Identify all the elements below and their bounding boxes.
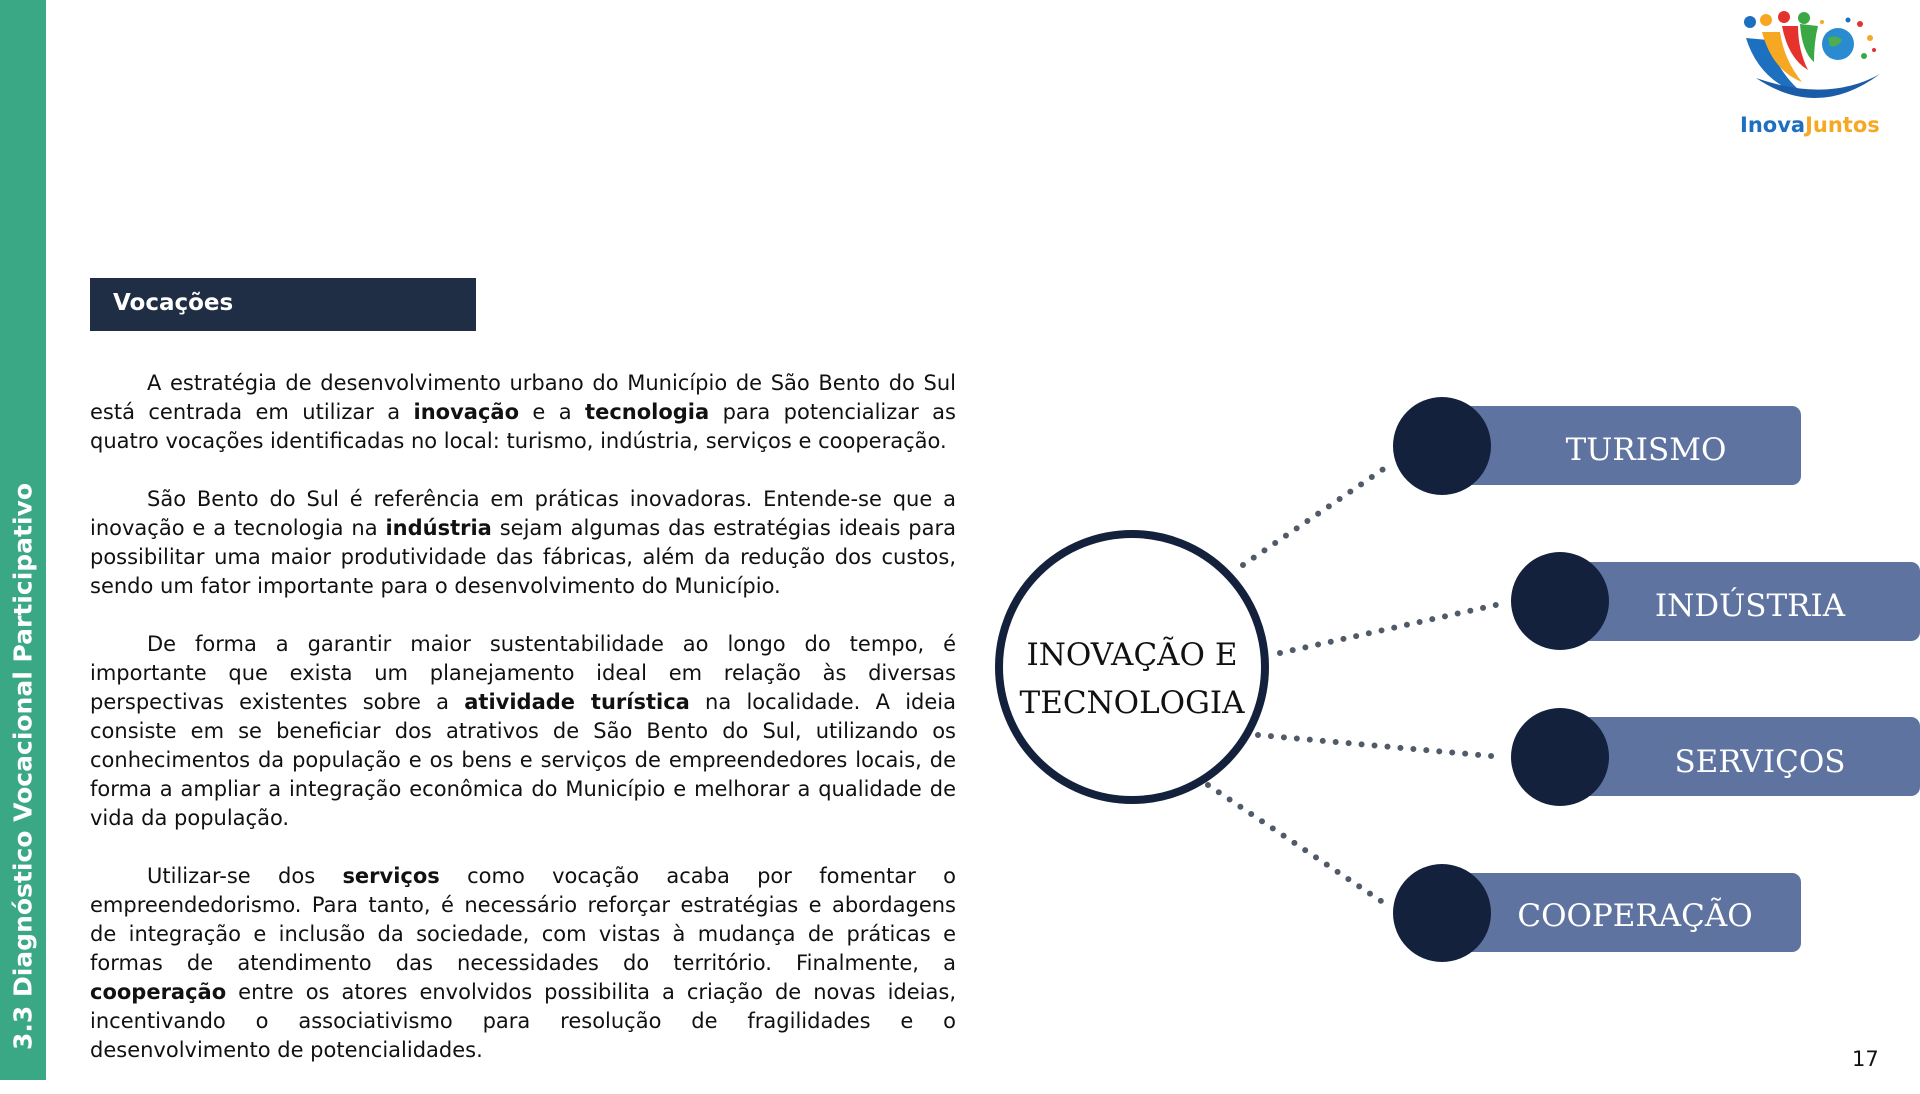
connector-industria xyxy=(1280,603,1505,653)
sidebar-band xyxy=(0,0,46,1080)
text-run: São Bento do Sul é referência em práticas inovadoras. Entende-se que a inovação e a tecnologia na xyxy=(90,487,956,540)
highlighted-term: cooperação xyxy=(90,980,227,1004)
highlighted-term: serviços xyxy=(342,864,440,888)
connector-cooperacao xyxy=(1208,785,1390,907)
highlighted-term: inovação xyxy=(413,400,520,424)
text-run: Utilizar-se dos xyxy=(147,864,343,888)
text-run: na localidade. A ideia consiste em se beneficiar dos atrativos de São Bento do Sul, utilizando os conhecimentos da população e os bens e serviços de empreendedores locais, de forma a ampliar a integração econômica do Município e melhorar a qualidade de vida da população. xyxy=(90,690,956,830)
vocation-label-cooperacao: COOPERAÇÃO xyxy=(1517,898,1753,934)
text-run: entre os atores envolvidos possibilita a criação de novas ideias, incentivando o associativismo para resolução de fragilidades e o desenvolvimento de potencialidades. xyxy=(90,980,956,1062)
center-line-1: INOVAÇÃO E xyxy=(1026,637,1238,673)
page-number: 17 xyxy=(1852,1047,1879,1071)
vocation-label-industria: INDÚSTRIA xyxy=(1654,588,1846,624)
section-header xyxy=(90,278,476,331)
text-run: De forma a garantir maior sustentabilidade ao longo do tempo, é importante que exista um planejamento ideal em relação às diversas perspectivas existentes sobre a xyxy=(90,632,956,714)
body-paragraph xyxy=(90,485,956,601)
text-run: A estratégia de desenvolvimento urbano do Município de São Bento do Sul está centrada em utilizar a xyxy=(90,371,956,424)
vocations-diagram xyxy=(980,380,1920,980)
vocation-node xyxy=(1511,552,1609,650)
center-line-2: TECNOLOGIA xyxy=(1019,685,1245,721)
connector-turismo xyxy=(1243,468,1385,565)
logo-wordmark: InovaJuntos xyxy=(1740,113,1880,137)
inovajuntos-logo xyxy=(1738,8,1888,138)
vocation-node xyxy=(1511,708,1609,806)
vocation-turismo xyxy=(1393,397,1801,495)
text-run: como vocação acaba por fomentar o empreendedorismo. Para tanto, é necessário reforçar estratégias e abordagens de integração e inclusão da sociedade, com vistas à mudança de práticas e formas de atendimento das necessidades do território. Finalmente, a xyxy=(90,864,957,975)
text-run: para potencializar as quatro vocações identificadas no local: turismo, indústria, serviços e cooperação. xyxy=(90,400,956,453)
vocation-servicos xyxy=(1511,708,1920,806)
text-run: sejam algumas das estratégias ideais para possibilitar uma maior produtividade das fábricas, além da redução dos custos, sendo um fator importante para o desenvolvimento do Município. xyxy=(90,516,957,598)
vocation-cooperacao xyxy=(1393,864,1801,962)
center-node xyxy=(999,534,1265,800)
section-title: Vocações xyxy=(113,290,234,316)
sidebar-section-label: 3.3 Diagnóstico Vocacional Participativo xyxy=(8,482,38,1050)
connector-servicos xyxy=(1258,735,1502,757)
highlighted-term: atividade turística xyxy=(464,690,690,714)
highlighted-term: tecnologia xyxy=(585,400,710,424)
body-paragraph xyxy=(90,630,956,833)
vocation-node xyxy=(1393,397,1491,495)
vocation-industria xyxy=(1511,552,1920,650)
text-run: e a xyxy=(519,400,586,424)
body-paragraph xyxy=(90,369,956,456)
body-text xyxy=(90,369,956,1094)
vocation-label-servicos: SERVIÇOS xyxy=(1674,744,1846,780)
vocation-label-turismo: TURISMO xyxy=(1565,432,1727,468)
vocation-node xyxy=(1393,864,1491,962)
highlighted-term: indústria xyxy=(385,516,492,540)
body-paragraph xyxy=(90,862,956,1065)
